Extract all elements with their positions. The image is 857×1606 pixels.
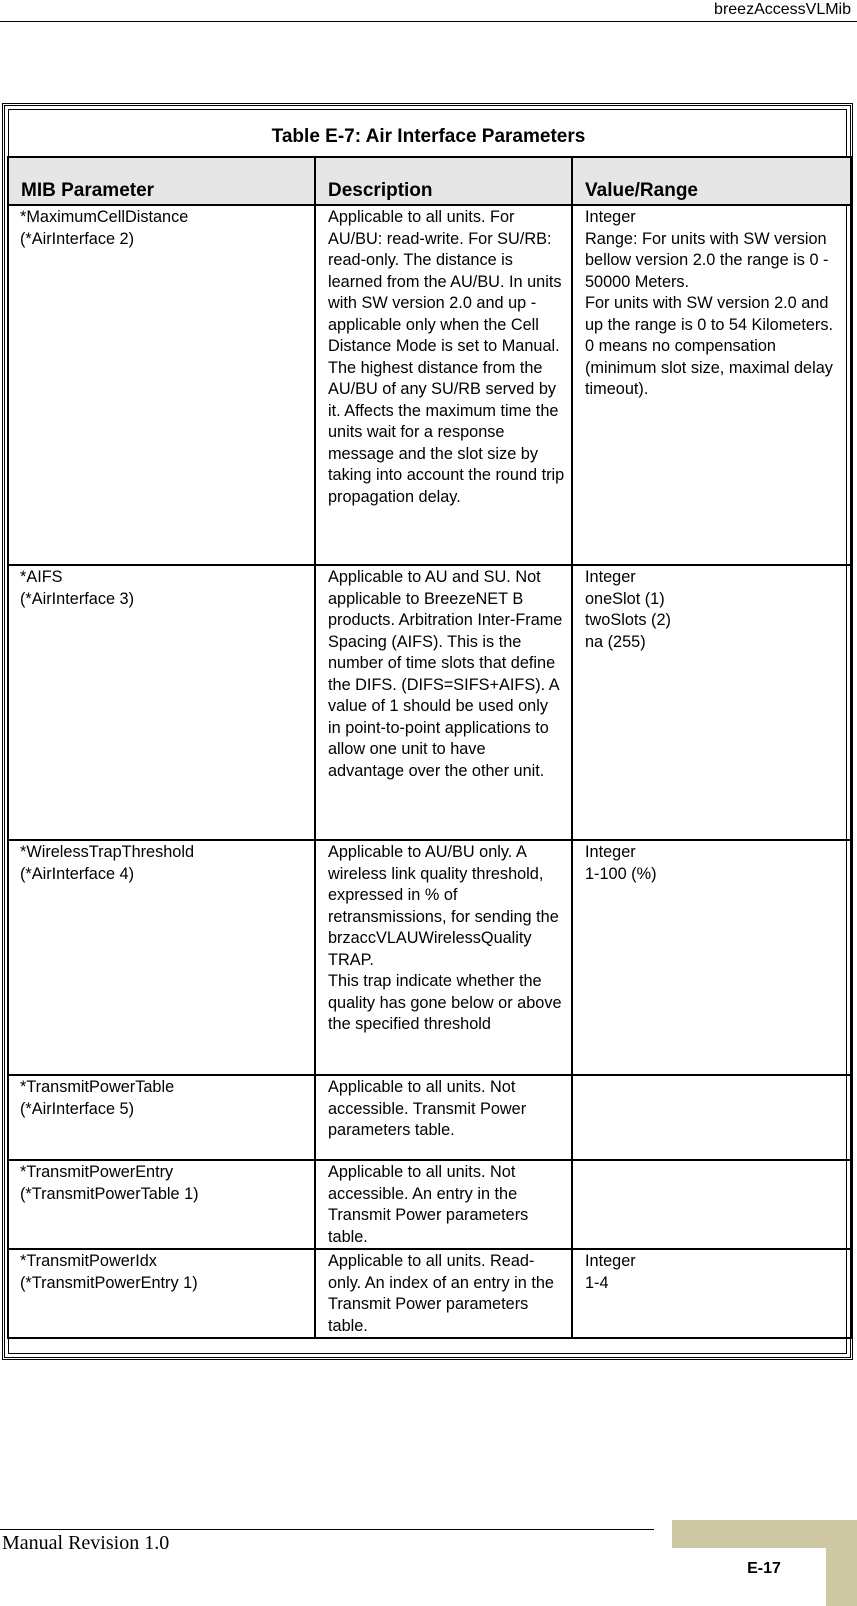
table-row <box>8 205 851 565</box>
header-divider <box>0 21 857 22</box>
value-cell: Integer oneSlot (1) twoSlots (2) na (255) <box>572 565 851 840</box>
column-header-description: Description <box>315 157 572 205</box>
description-cell: Applicable to AU and SU. Not applicable to BreezeNET B products. Arbitration Inter-Frame Spacing (AIFS). This is the number of time slots that define the DIFS. (DIFS=SIFS+AIFS). A value of 1 should be used only in point-to-point applications to allow one unit to have advantage over the other unit. <box>315 565 572 840</box>
value-cell: Integer 1-4 <box>572 1249 851 1338</box>
table-row <box>8 1075 851 1160</box>
footer-divider <box>0 1529 654 1530</box>
page-number: E-17 <box>747 1560 781 1577</box>
table-row <box>8 1249 851 1338</box>
table-header-row <box>8 157 851 205</box>
air-interface-parameters-table <box>7 156 852 1339</box>
manual-revision: Manual Revision 1.0 <box>2 1532 170 1554</box>
table-row <box>8 1160 851 1249</box>
page-number-tab-edge <box>826 1520 857 1606</box>
value-cell <box>572 1075 851 1160</box>
value-cell: Integer Range: For units with SW version bellow version 2.0 the range is 0 - 50000 Meters. For units with SW version 2.0 and up the range is 0 to 54 Kilometers. 0 means no compensation (minimum slot size, maximal delay timeout). <box>572 205 851 565</box>
table-caption: Table E-7: Air Interface Parameters <box>271 126 586 147</box>
param-cell: *WirelessTrapThreshold (*AirInterface 4) <box>8 840 315 1075</box>
column-header-mib-parameter: MIB Parameter <box>8 157 315 205</box>
param-cell: *AIFS (*AirInterface 3) <box>8 565 315 840</box>
description-cell: Applicable to all units. Read-only. An index of an entry in the Transmit Power parameters table. <box>315 1249 572 1338</box>
description-cell: Applicable to all units. Not accessible. An entry in the Transmit Power parameters table. <box>315 1160 572 1249</box>
table-row <box>8 565 851 840</box>
description-cell: Applicable to all units. For AU/BU: read-write. For SU/RB: read-only. The distance is learned from the AU/BU. In units with SW version 2.0 and up - applicable only when the Cell Distance Mode is set to Manual. The highest distance from the AU/BU of any SU/RB served by it. Affects the maximum time the units wait for a response message and the slot size by taking into account the round trip propagation delay. <box>315 205 572 565</box>
value-cell: Integer 1-100 (%) <box>572 840 851 1075</box>
running-header-title: breezAccessVLMib <box>714 1 851 18</box>
column-header-value-range: Value/Range <box>572 157 851 205</box>
param-cell: *MaximumCellDistance (*AirInterface 2) <box>8 205 315 565</box>
param-cell: *TransmitPowerIdx (*TransmitPowerEntry 1) <box>8 1249 315 1338</box>
description-cell: Applicable to AU/BU only. A wireless link quality threshold, expressed in % of retransmissions, for sending the brzaccVLAUWirelessQuality TRAP. This trap indicate whether the quality has gone below or above the specified threshold <box>315 840 572 1075</box>
table-row <box>8 840 851 1075</box>
value-cell <box>572 1160 851 1249</box>
param-cell: *TransmitPowerTable (*AirInterface 5) <box>8 1075 315 1160</box>
description-cell: Applicable to all units. Not accessible. Transmit Power parameters table. <box>315 1075 572 1160</box>
param-cell: *TransmitPowerEntry (*TransmitPowerTable 1) <box>8 1160 315 1249</box>
